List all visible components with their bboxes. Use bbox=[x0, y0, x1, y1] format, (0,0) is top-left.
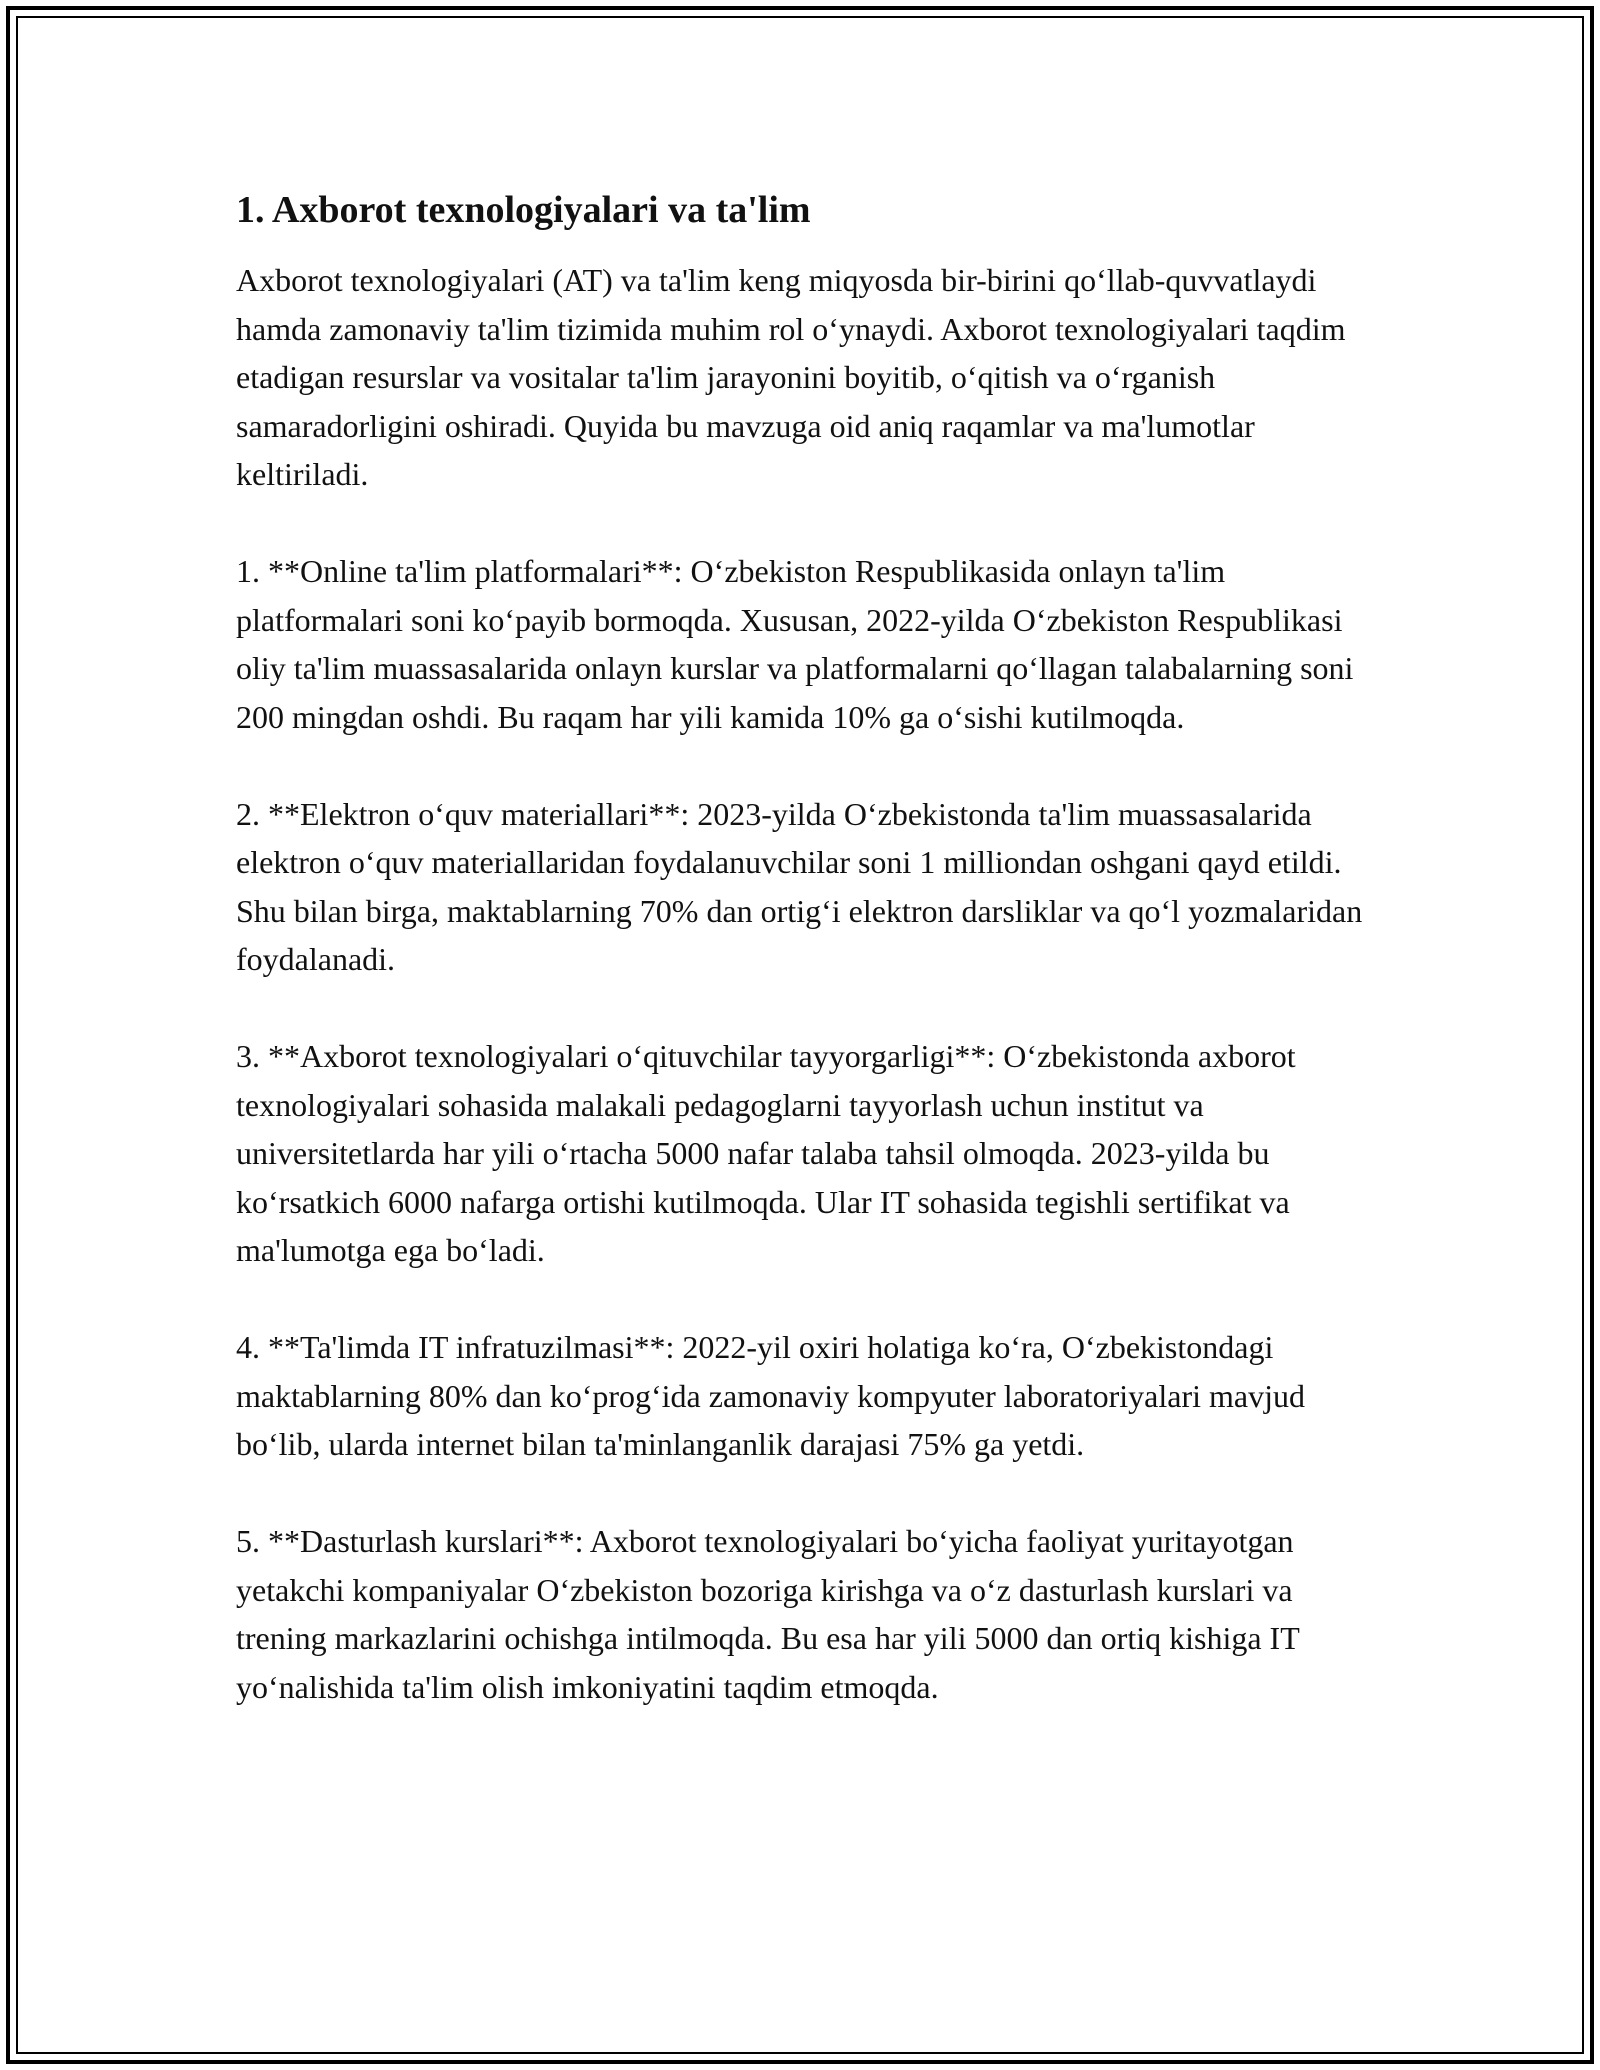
list-item-teacher-training: 3. **Axborot texnologiyalari o‘qituvchilar tayyorgarligi**: O‘zbekistonda axborot texnologiyalari sohasida malakali pedagoglarni tayyorlash uchun institut va universitetlarda har yili o‘rtacha 5000 nafar talaba tahsil olmoqda. 2023-yilda bu ko‘rsatkich 6000 nafarga ortishi kutilmoqda. Ular IT sohasida tegishli sertifikat va ma'lumotga ega bo‘ladi. bbox=[236, 1038, 1296, 1268]
list-item-online-platforms: 1. **Online ta'lim platformalari**: O‘zbekiston Respublikasida onlayn ta'lim platformalari soni ko‘payib bormoqda. Xususan, 2022-yilda O‘zbekiston Respublikasi oliy ta'lim muassasalarida onlayn kurslar va platformalarni qo‘llagan talabalarning soni 200 mingdan oshdi. Bu raqam har yili kamida 10% ga o‘sishi kutilmoqda. bbox=[236, 553, 1354, 735]
intro-paragraph: Axborot texnologiyalari (AT) va ta'lim keng miqyosda bir-birini qo‘llab-quvvatlaydi hamda zamonaviy ta'lim tizimida muhim rol o‘ynaydi. Axborot texnologiyalari taqdim etadigan resurslar va vositalar ta'lim jarayonini boyitib, o‘qitish va o‘rganish samaradorligini oshiradi. Quyida bu mavzuga oid aniq raqamlar va ma'lumotlar keltiriladi. bbox=[236, 262, 1346, 492]
list-item-programming-courses: 5. **Dasturlash kurslari**: Axborot texnologiyalari bo‘yicha faoliyat yuritayotgan yetakchi kompaniyalar O‘zbekiston bozoriga kirishga va o‘z dasturlash kurslari va trening markazlarini ochishga intilmoqda. Bu esa har yili 5000 dan ortiq kishiga IT yo‘nalishida ta'lim olish imkoniyatini taqdim etmoqda. bbox=[236, 1523, 1300, 1705]
document-title: 1. Axborot texnologiyalari va ta'lim bbox=[236, 189, 811, 231]
list-item-electronic-materials: 2. **Elektron o‘quv materiallari**: 2023-yilda O‘zbekistonda ta'lim muassasalarida elektron o‘quv materiallaridan foydalanuvchilar soni 1 milliondan oshgani qayd etildi. Shu bilan birga, maktablarning 70% dan ortig‘i elektron darsliklar va qo‘l yozmalaridan foydalanadi. bbox=[236, 795, 1363, 977]
document-body bbox=[236, 186, 1366, 1760]
list-item-it-infrastructure: 4. **Ta'limda IT infratuzilmasi**: 2022-yil oxiri holatiga ko‘ra, O‘zbekistondagi maktablarning 80% dan ko‘prog‘ida zamonaviy kompyuter laboratoriyalari mavjud bo‘lib, ularda internet bilan ta'minlanganlik darajasi 75% ga yetdi. bbox=[236, 1329, 1305, 1462]
